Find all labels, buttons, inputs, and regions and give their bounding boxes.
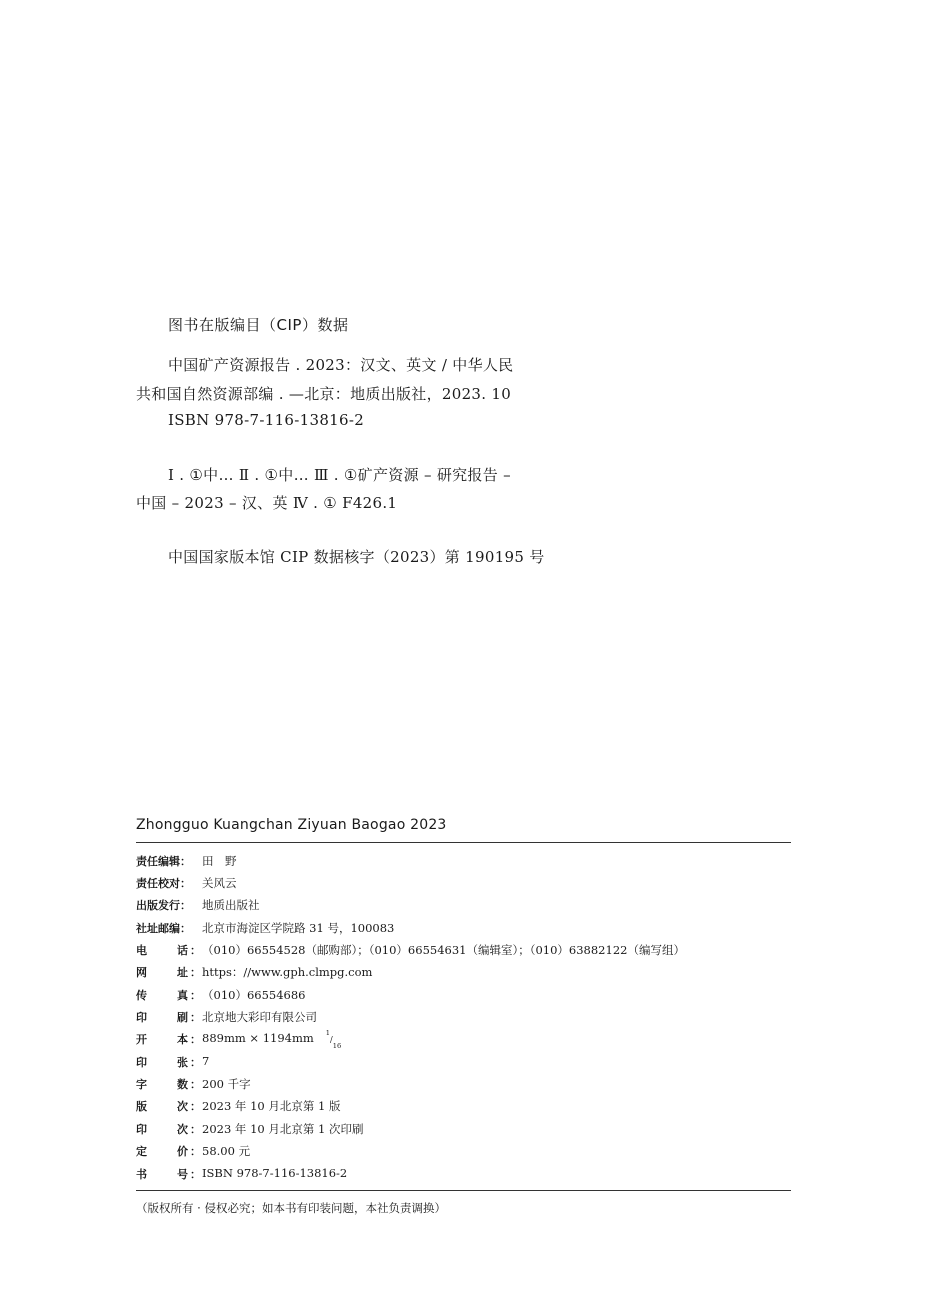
info-value: 田 野 (202, 854, 237, 868)
info-value: 7 (202, 1054, 210, 1068)
info-label: 字 (136, 1078, 147, 1091)
cip-classification-1: Ⅰ . ①中… Ⅱ . ①中… Ⅲ . ①矿产资源 – 研究报告 – (168, 466, 511, 484)
info-label: 电 (136, 944, 147, 957)
info-label: 定 (136, 1145, 147, 1158)
info-value: 地质出版社 (202, 898, 260, 912)
info-value: ISBN 978-7-116-13816-2 (202, 1166, 348, 1180)
info-label: 版 (136, 1100, 147, 1113)
info-label: 责任校对 (136, 877, 180, 890)
cip-classification-2: 中国 – 2023 – 汉、英 Ⅳ . ① F426.1 (136, 494, 398, 512)
cip-record-number: 中国国家版本馆 CIP 数据核字（2023）第 190195 号 (168, 548, 545, 566)
cip-line-2: 共和国自然资源部编 . —北京：地质出版社，2023. 10 (136, 385, 512, 403)
info-value: 关风云 (202, 876, 237, 890)
info-label: 出版发行 (136, 899, 180, 912)
info-label: 书 (136, 1168, 147, 1181)
book-title-pinyin: Zhongguo Kuangchan Ziyuan Baogao 2023 (136, 817, 447, 833)
info-value: 889mm × 1194mm (202, 1031, 314, 1045)
info-label: 开 (136, 1033, 147, 1046)
info-label: 印 (136, 1056, 147, 1069)
info-value: （010）66554686 (202, 988, 306, 1002)
fraction: $^1/_{16}$ (325, 1029, 342, 1050)
info-value: 北京地大彩印有限公司 (202, 1010, 317, 1024)
info-label: 社址邮编 (136, 922, 180, 935)
info-label: 传 (136, 989, 147, 1002)
bottom-rule (136, 1190, 791, 1191)
info-label: 责任编辑 (136, 855, 180, 868)
cip-isbn: ISBN 978-7-116-13816-2 (168, 411, 365, 429)
website-link[interactable]: https：//www.gph.clmpg.com (202, 965, 373, 979)
info-value: 北京市海淀区学院路 31 号，100083 (202, 921, 395, 935)
cip-heading: 图书在版编目（CIP）数据 (168, 316, 349, 334)
info-label: 印 (136, 1123, 147, 1136)
info-label: 印 (136, 1011, 147, 1024)
info-label: 网 (136, 966, 147, 979)
copyright-notice: （版权所有 · 侵权必究；如本书有印装问题，本社负责调换） (136, 1201, 446, 1215)
info-value: （010）66554528（邮购部）；（010）66554631（编辑室）；（010）63882122（编写组） (202, 943, 685, 957)
cip-line-1: 中国矿产资源报告 . 2023：汉文、英文 / 中华人民 (168, 356, 514, 374)
info-value: 2023 年 10 月北京第 1 版 (202, 1099, 341, 1113)
top-rule (136, 842, 791, 843)
info-value: 200 千字 (202, 1077, 251, 1091)
info-value: 58.00 元 (202, 1144, 251, 1158)
info-value: 2023 年 10 月北京第 1 次印刷 (202, 1122, 364, 1136)
